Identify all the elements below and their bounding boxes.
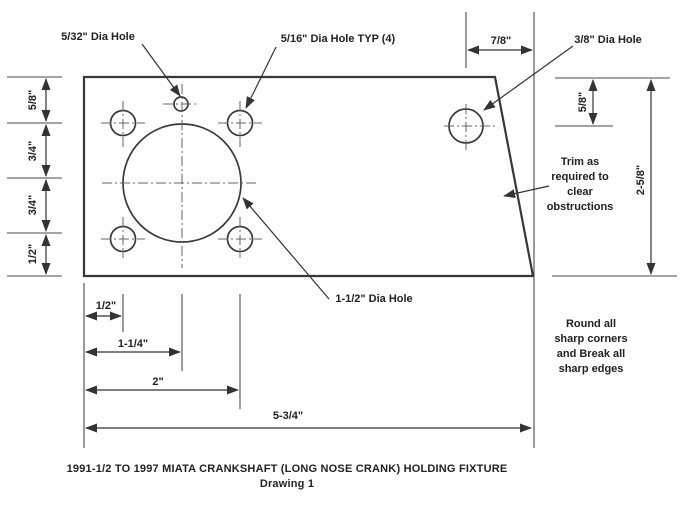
leader-5-32 bbox=[142, 44, 180, 96]
note-round-break bbox=[531, 317, 651, 377]
callout-3-8-dia-hole: 3/8" Dia Hole bbox=[574, 34, 642, 46]
callout-5-32-dia-hole: 5/32" Dia Hole bbox=[61, 31, 135, 43]
dim-label-1-2-bottom: 1/2" bbox=[95, 300, 117, 312]
note-trim-line-4: obstructions bbox=[546, 201, 614, 213]
drawing-subtitle: Drawing 1 bbox=[259, 478, 315, 490]
note-trim bbox=[520, 155, 640, 215]
centerlines-group bbox=[101, 84, 497, 268]
holes-group bbox=[111, 97, 484, 252]
dim-label-5-8-left: 5/8" bbox=[27, 89, 39, 111]
dim-label-1-1-4: 1-1/4" bbox=[117, 338, 149, 350]
note-trim-line-1: Trim as bbox=[560, 156, 600, 168]
note-round-line-1: Round all bbox=[565, 318, 617, 330]
callout-1-1-2-dia-hole: 1-1/2" Dia Hole bbox=[335, 293, 413, 305]
note-trim-line-3: clear bbox=[567, 186, 593, 198]
note-round-line-3: and Break all bbox=[556, 348, 626, 360]
dim-label-3-4-upper: 3/4" bbox=[27, 140, 39, 162]
note-round-line-2: sharp corners bbox=[554, 333, 628, 345]
dim-label-5-3-4: 5-3/4" bbox=[272, 410, 304, 422]
dim-label-2: 2" bbox=[152, 376, 164, 388]
dim-label-2-5-8: 2-5/8" bbox=[635, 164, 647, 196]
leader-lines-group bbox=[142, 44, 573, 299]
dim-label-7-8: 7/8" bbox=[490, 35, 512, 47]
dim-label-1-2-left: 1/2" bbox=[27, 243, 39, 265]
note-trim-line-2: required to bbox=[551, 171, 609, 183]
dim-label-3-4-lower: 3/4" bbox=[27, 194, 39, 216]
leader-1-1-2 bbox=[243, 198, 329, 299]
dim-label-5-8-right: 5/8" bbox=[577, 91, 589, 113]
callout-5-16-dia-hole: 5/16" Dia Hole TYP (4) bbox=[280, 33, 396, 45]
note-round-line-4: sharp edges bbox=[558, 363, 624, 375]
drawing-title: 1991-1/2 TO 1997 MIATA CRANKSHAFT (LONG NOSE CRANK) HOLDING FIXTURE bbox=[66, 463, 508, 475]
